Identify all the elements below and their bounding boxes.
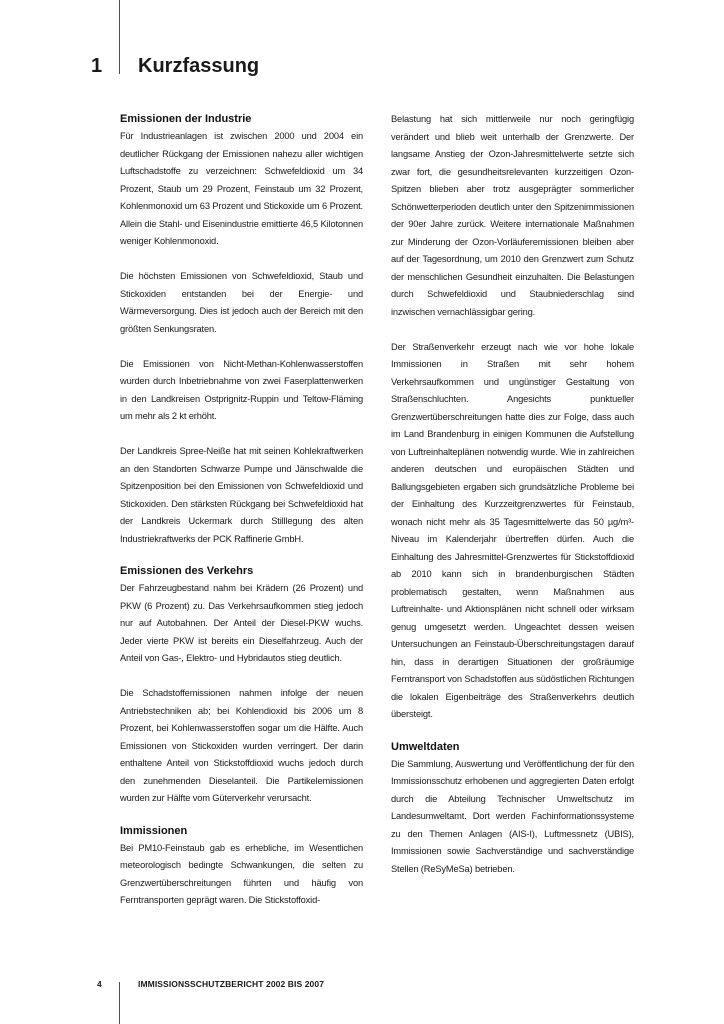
paragraph-immissionen-3: Der Straßenverkehr erzeugt nach wie vor hohe lokale Immissionen in Straßen mit sehr hohem Verkehrsaufkommen und ungünstiger Gestaltung von Straßenschluchten. Angesichts punktueller Grenzwertüberschreitungen hatte dies zur Folge, dass auch im Land Brandenburg in einigen Kommunen die Aufstellung von Luftreinhalteplänen notwendig wurde. Wie in zahlreichen anderen deutschen und europäischen Städten und Ballungsgebieten ergaben sich grundsätzliche Probleme bei der Einhaltung des Kurzzeitgrenzwertes für Feinstaub, wonach nicht mehr als 35 Tagesmittelwerte das 50 µg/m³-Niveau im Kalenderjahr übertreffen dürfen. Auch die Einhaltung des Jahresmittel-Grenzwertes für Stickstoffdioxid ab 2010 kann sich in brandenburgischen Städten problematisch gestalten, wenn Maßnahmen aus Luftreinhalte- und Aktionsplänen nicht schnell oder wirksam genug umgesetzt werden. Ungeachtet dessen weisen Untersuchungen an Feinstaub-Überschreitungstagen darauf hin, dass in derartigen Situationen der großräumige Ferntransport von Schadstoffen aus südöstlichen Richtungen die lokalen Eigenbeiträge des Straßenverkehrs deutlich übersteigt.	[391, 341, 634, 719]
paragraph-immissionen-1: Bei PM10-Feinstaub gab es erhebliche, im Wesentlichen meteorologisch bedingte Schwankungen, die selten zu Grenzwertüberschreitungen führten und häufig von Ferntransporten geprägt waren. Die Stickstoffoxid-	[120, 842, 363, 905]
header-divider-line	[119, 0, 120, 74]
right-column	[391, 111, 634, 878]
page-number: 4	[97, 979, 102, 989]
paragraph-industrie-3: Die Emissionen von Nicht-Methan-Kohlenwasserstoffen wurden durch Inbetriebnahme von zwei Faserplattenwerken in den Landkreisen Ostprignitz-Ruppin und Teltow-Fläming um mehr als 2 kt erhöht.	[120, 358, 363, 421]
paragraph-industrie-4: Der Landkreis Spree-Neiße hat mit seinen Kohlekraftwerken an den Standorten Schwarze Pumpe und Jänschwalde die Spitzenposition bei den Emissionen von Schwefeldioxid und Stickoxiden. Den stärksten Rückgang bei Schwefeldioxid hat der Landkreis Uckermark durch Stilllegung des alten Industriekraftwerks der PCK Raffinerie GmbH.	[120, 446, 363, 544]
paragraph-immissionen-2: Belastung hat sich mittlerweile nur noch geringfügig verändert und blieb weit unterhalb der Grenzwerte. Der langsame Anstieg der Ozon-Jahresmittelwerte setzte sich zwar fort, die gesundheitsrelevanten kurzzeitigen Ozon-Spitzen blieben aber trotz ausgeprägter sommerlicher Schönwetterperioden deutlich unter den Spitzenimmissionen der 90er Jahre zurück. Weitere internationale Maßnahmen zur Minderung der Ozon-Vorläuferemissionen bleiben aber auf der Tagesordnung, um 2010 den Grenzwert zum Schutz der menschlichen Gesundheit einzuhalten. Die Belastungen durch Schwefeldioxid und Staubniederschlag sind inzwischen vernachlässigbar gering.	[391, 114, 634, 317]
paragraph-umweltdaten-1: Die Sammlung, Auswertung und Veröffentlichung der für den Immissionsschutz erhobenen und aggregierten Daten erfolgt durch die Abteilung Technischer Umweltschutz im Landesumweltamt. Dort werden Fachinformationssysteme zu den Themen Anlagen (AIS-I), Luftmessnetz (UBIS), Immissionen sowie Sachverständige und sachverständige Stellen (ReSyMeSa) betrieben.	[391, 758, 634, 874]
footer-report-title: IMMISSIONSSCHUTZBERICHT 2002 BIS 2007	[138, 979, 325, 989]
section-heading-immissionen: Immissionen	[120, 824, 188, 837]
section-heading-umweltdaten: Umweltdaten	[391, 740, 460, 753]
chapter-title: Kurzfassung	[138, 55, 260, 77]
paragraph-industrie-2: Die höchsten Emissionen von Schwefeldioxid, Staub und Stickoxiden entstanden bei der Energie- und Wärmeversorgung. Dies ist jedoch auch der Bereich mit den größten Senkungsraten.	[120, 271, 363, 334]
footer-divider-line	[119, 982, 120, 1024]
section-heading-verkehr: Emissionen des Verkehrs	[120, 565, 254, 577]
chapter-number: 1	[91, 55, 103, 77]
paragraph-verkehr-2: Die Schadstoffemissionen nahmen infolge der neuen Antriebstechniken ab; bei Kohlendioxid bis 2006 um 8 Prozent, bei Kohlenwasserstoffen sogar um die Hälfte. Auch Emissionen von Stickoxiden wurden verringert. Der darin enthaltene Anteil von Stickstoffdioxid wuchs jedoch durch den zunehmenden Dieselanteil. Die Partikelemissionen wurden zur Hälfte vom Güterverkehr verursacht.	[120, 688, 363, 803]
paragraph-industrie-1: Für Industrieanlagen ist zwischen 2000 und 2004 ein deutlicher Rückgang der Emissionen nahezu aller wichtigen Luftschadstoffe zu verzeichnen: Schwefeldioxid um 34 Prozent, Staub um 29 Prozent, Feinstaub um 32 Prozent, Kohlenmonoxid um 63 Prozent und Stickoxide um 6 Prozent. Allein die Stahl- und Eisenindustrie emittierte 46,5 Kilotonnen weniger Kohlenmonoxid.	[120, 131, 363, 246]
paragraph-verkehr-1: Der Fahrzeugbestand nahm bei Krädern (26 Prozent) und PKW (6 Prozent) zu. Das Verkehrsaufkommen stieg jedoch nur auf Autobahnen. Der Anteil der Diesel-PKW wuchs. Jeder vierte PKW ist bereits ein Dieselfahrzeug. Auch der Anteil von Gas-, Elektro- und Hybridautos stieg deutlich.	[120, 583, 363, 663]
section-heading-industrie: Emissionen der Industrie	[120, 113, 252, 125]
left-column	[120, 111, 363, 910]
